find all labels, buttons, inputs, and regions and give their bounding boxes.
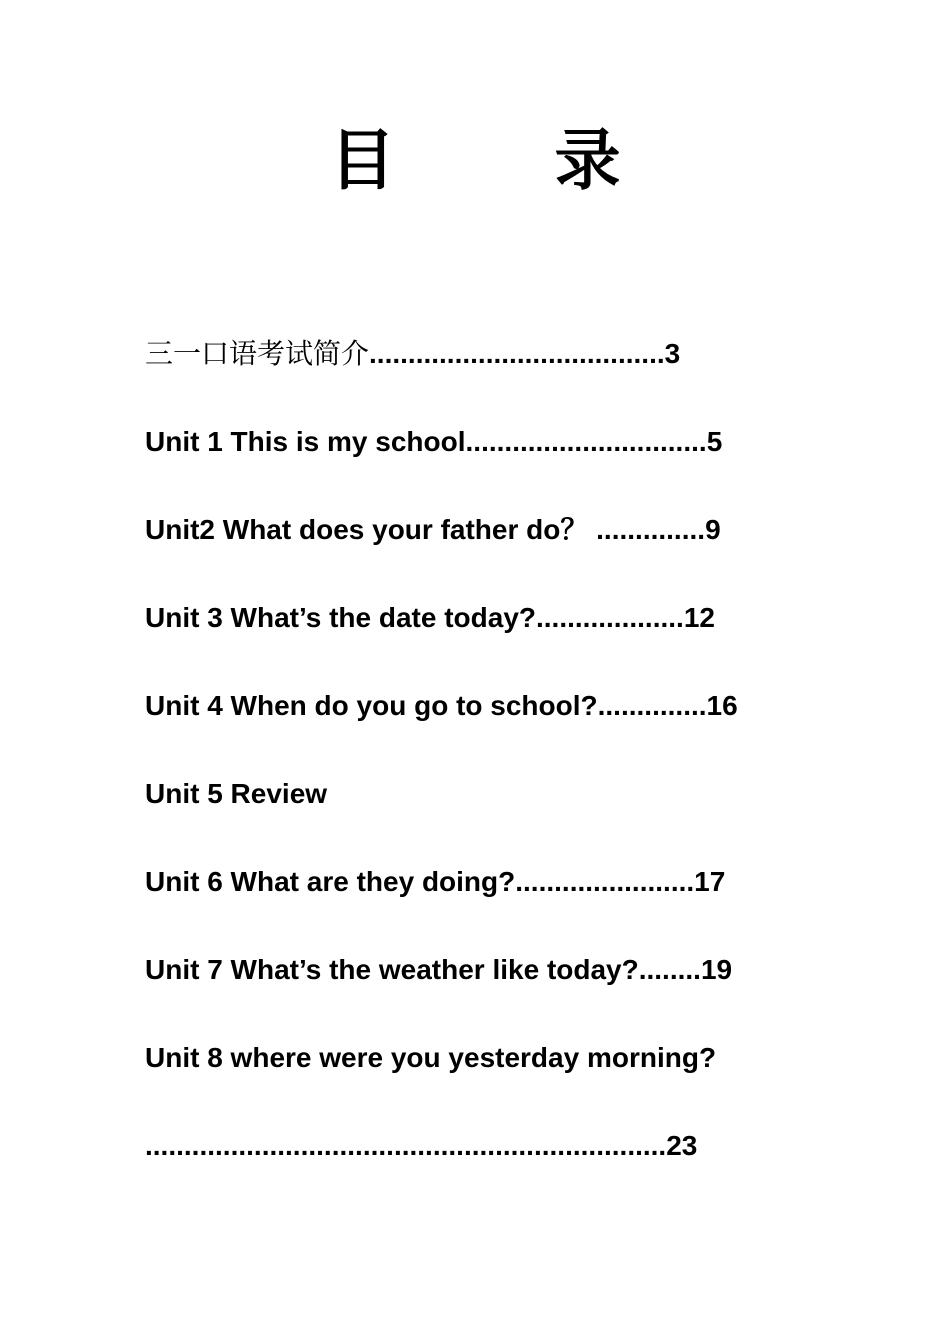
toc-entry-unit-4[interactable] [145,682,825,770]
toc-page-number: 17 [694,866,726,897]
toc-page-number: 23 [666,1130,698,1161]
toc-entry-unit-7[interactable] [145,946,825,1034]
toc-leader: .............. [588,514,706,545]
toc-entry-unit-5[interactable] [145,770,825,858]
toc-entry-unit-6[interactable] [145,858,825,946]
toc-entry-title: Unit 3 What’s the date today? [145,602,536,633]
toc-entry-title: Unit2 What does your father do？ [145,514,589,545]
toc-page-number: 9 [705,514,721,545]
toc-entry-unit-8-page[interactable] [145,1122,825,1210]
table-of-contents [145,330,825,1210]
toc-page-number: 16 [706,690,738,721]
toc-entry-title: Unit 7 What’s the weather like today? [145,954,639,985]
toc-entry-title: Unit 4 When do you go to school? [145,690,598,721]
toc-entry-title: 三一口语考试简介 [145,337,370,370]
toc-leader: ................... [536,602,684,633]
toc-entry-title: Unit 5 Review [145,778,328,809]
toc-leader: ....................... [515,866,695,897]
toc-leader: .............. [597,690,707,721]
toc-entry-unit-3[interactable] [145,594,825,682]
toc-page-number: 19 [700,954,733,985]
toc-leader: ................................................................... [145,1130,667,1161]
toc-page-number: 12 [683,602,715,633]
toc-entry-unit-8[interactable] [145,1034,825,1122]
toc-entry-unit-1[interactable] [145,418,825,506]
toc-leader: ...................................... [369,338,665,369]
toc-page-number: 3 [664,338,681,369]
toc-entry-title: Unit 1 This is my school [145,426,466,457]
toc-entry-title: Unit 6 What are they doing? [145,866,516,897]
toc-leader: ............................... [465,426,707,457]
toc-leader: ........ [638,954,701,985]
toc-entry-intro[interactable] [145,330,825,418]
toc-page-number: 5 [706,426,723,457]
page-title: 目 录 [329,121,689,199]
toc-entry-unit-2[interactable] [145,506,825,594]
toc-entry-title: Unit 8 where were you yesterday morning? [145,1042,717,1073]
